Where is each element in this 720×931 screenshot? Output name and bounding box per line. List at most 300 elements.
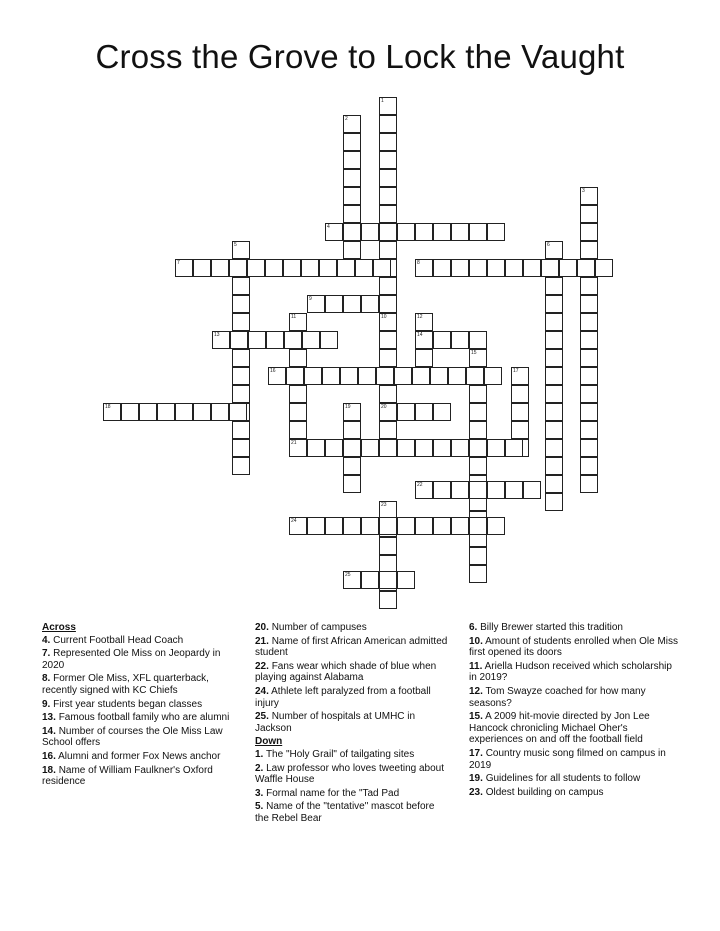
grid-cell[interactable]	[469, 331, 487, 349]
clue-text: Famous football family who are alumni	[58, 712, 230, 724]
grid-cell[interactable]	[103, 403, 121, 421]
grid-cell[interactable]	[580, 403, 598, 421]
grid-cell[interactable]	[580, 331, 598, 349]
grid-cell[interactable]	[325, 295, 343, 313]
grid-clue-number: 22	[417, 482, 423, 488]
clue-item	[42, 765, 242, 788]
grid-cell[interactable]	[175, 259, 193, 277]
grid-cell[interactable]	[343, 223, 361, 241]
clue-number: 4.	[42, 634, 51, 646]
grid-cell[interactable]	[325, 223, 343, 241]
clue-item	[469, 748, 679, 771]
grid-cell[interactable]	[232, 277, 250, 295]
grid-cell[interactable]	[343, 151, 361, 169]
grid-cell[interactable]	[247, 259, 265, 277]
grid-cell[interactable]	[361, 439, 379, 457]
grid-cell[interactable]	[511, 385, 529, 403]
grid-clue-number: 11	[291, 314, 297, 320]
grid-clue-number: 4	[327, 224, 330, 230]
clue-number: 16.	[42, 750, 56, 762]
grid-cell[interactable]	[361, 517, 379, 535]
clue-item	[255, 749, 450, 761]
grid-cell[interactable]	[212, 331, 230, 349]
grid-cell[interactable]	[379, 97, 397, 115]
grid-cell[interactable]	[307, 517, 325, 535]
grid-cell[interactable]	[232, 439, 250, 457]
grid-cell[interactable]	[358, 367, 376, 385]
grid-clue-number: 24	[291, 518, 297, 524]
grid-cell[interactable]	[415, 481, 433, 499]
grid-cell[interactable]	[415, 259, 433, 277]
grid-cell[interactable]	[157, 403, 175, 421]
grid-cell[interactable]	[379, 403, 397, 421]
clue-text: Tom Swayze coached for how many seasons?	[469, 685, 646, 709]
grid-cell[interactable]	[325, 517, 343, 535]
grid-cell[interactable]	[415, 331, 433, 349]
across-heading: Across	[42, 622, 76, 633]
grid-cell[interactable]	[373, 259, 391, 277]
grid-cell[interactable]	[232, 367, 250, 385]
clue-item	[42, 635, 242, 647]
clue-text: A 2009 hit-movie directed by Jon Lee Hancock chronicling Michael Oher's experiences on and off the football field	[469, 711, 650, 746]
clue-item	[469, 636, 679, 659]
grid-clue-number: 20	[381, 404, 387, 410]
grid-cell[interactable]	[448, 367, 466, 385]
grid-cell[interactable]	[229, 403, 247, 421]
grid-cell[interactable]	[580, 205, 598, 223]
clues-column-2	[255, 622, 450, 827]
grid-cell[interactable]	[577, 259, 595, 277]
grid-cell[interactable]	[469, 403, 487, 421]
grid-cell[interactable]	[379, 349, 397, 367]
grid-cell[interactable]	[361, 571, 379, 589]
clue-item	[42, 726, 242, 749]
grid-clue-number: 5	[234, 242, 237, 248]
grid-cell[interactable]	[289, 385, 307, 403]
clue-number: 19.	[469, 773, 483, 785]
grid-cell[interactable]	[307, 439, 325, 457]
grid-cell[interactable]	[343, 133, 361, 151]
grid-cell[interactable]	[379, 537, 397, 555]
grid-cell[interactable]	[469, 385, 487, 403]
grid-cell[interactable]	[379, 385, 397, 403]
grid-cell[interactable]	[523, 259, 541, 277]
grid-cell[interactable]	[289, 517, 307, 535]
clue-text: Represented Ole Miss on Jeopardy in 2020	[42, 648, 221, 671]
clues-column-1	[42, 622, 242, 790]
grid-cell[interactable]	[193, 403, 211, 421]
clue-number: 10.	[469, 635, 483, 647]
clue-item	[255, 661, 450, 684]
clue-item	[469, 787, 679, 799]
grid-cell[interactable]	[415, 439, 433, 457]
clue-text: Country music song filmed on campus in 2019	[469, 747, 666, 771]
grid-cell[interactable]	[343, 205, 361, 223]
clue-text: Law professor who loves tweeting about Waffle House	[255, 762, 445, 786]
grid-cell[interactable]	[451, 223, 469, 241]
grid-cell[interactable]	[541, 259, 559, 277]
grid-cell[interactable]	[343, 571, 361, 589]
grid-clue-number: 18	[105, 404, 111, 410]
grid-cell[interactable]	[545, 475, 563, 493]
clue-number: 20.	[255, 622, 269, 633]
grid-cell[interactable]	[379, 241, 397, 259]
grid-cell[interactable]	[415, 313, 433, 331]
grid-clue-number: 17	[513, 368, 519, 374]
clue-item	[42, 712, 242, 724]
grid-cell[interactable]	[232, 295, 250, 313]
grid-cell[interactable]	[121, 403, 139, 421]
clue-number: 22.	[255, 660, 269, 672]
grid-cell[interactable]	[289, 313, 307, 331]
grid-cell[interactable]	[580, 367, 598, 385]
grid-cell[interactable]	[545, 493, 563, 511]
grid-cell[interactable]	[545, 457, 563, 475]
clue-text: Former Ole Miss, XFL quarterback, recently signed with KC Chiefs	[42, 673, 209, 696]
clue-text: Name of the "tentative" mascot before the Rebel Bear	[255, 801, 435, 824]
grid-clue-number: 25	[345, 572, 351, 578]
grid-cell[interactable]	[307, 295, 325, 313]
grid-cell[interactable]	[451, 259, 469, 277]
grid-cell[interactable]	[469, 481, 487, 499]
clue-item	[42, 699, 242, 711]
grid-cell[interactable]	[343, 421, 361, 439]
clue-number: 5.	[255, 801, 264, 813]
grid-cell[interactable]	[505, 439, 523, 457]
clue-number: 7.	[42, 648, 51, 660]
grid-cell[interactable]	[193, 259, 211, 277]
clue-item	[469, 686, 679, 709]
grid-cell[interactable]	[343, 169, 361, 187]
grid-cell[interactable]	[466, 367, 484, 385]
clue-number: 23.	[469, 786, 483, 798]
grid-cell[interactable]	[469, 259, 487, 277]
grid-cell[interactable]	[397, 439, 415, 457]
grid-cell[interactable]	[379, 439, 397, 457]
clue-item	[469, 622, 679, 634]
clues-column-3	[469, 622, 679, 800]
grid-cell[interactable]	[433, 439, 451, 457]
clue-text: Current Football Head Coach	[53, 634, 184, 646]
grid-cell[interactable]	[379, 517, 397, 535]
grid-cell[interactable]	[580, 349, 598, 367]
grid-cell[interactable]	[230, 331, 248, 349]
grid-cell[interactable]	[379, 169, 397, 187]
grid-cell[interactable]	[211, 259, 229, 277]
grid-cell[interactable]	[545, 403, 563, 421]
grid-cell[interactable]	[343, 475, 361, 493]
clue-text: The "Holy Grail" of tailgating sites	[265, 748, 415, 760]
grid-cell[interactable]	[487, 517, 505, 535]
grid-cell[interactable]	[545, 295, 563, 313]
grid-cell[interactable]	[379, 295, 397, 313]
grid-cell[interactable]	[487, 439, 505, 457]
grid-cell[interactable]	[580, 187, 598, 205]
clue-text: Fans wear which shade of blue when playing against Alabama	[255, 660, 437, 684]
clue-text: Athlete left paralyzed from a football injury	[255, 685, 431, 709]
clue-number: 21.	[255, 635, 269, 647]
clue-item	[255, 788, 450, 800]
grid-cell[interactable]	[580, 241, 598, 259]
grid-clue-number: 12	[417, 314, 423, 320]
grid-cell[interactable]	[469, 223, 487, 241]
grid-cell[interactable]	[545, 349, 563, 367]
grid-cell[interactable]	[302, 331, 320, 349]
grid-clue-number: 19	[345, 404, 351, 410]
grid-cell[interactable]	[283, 259, 301, 277]
grid-cell[interactable]	[248, 331, 266, 349]
grid-cell[interactable]	[320, 331, 338, 349]
grid-cell[interactable]	[322, 367, 340, 385]
grid-cell[interactable]	[343, 457, 361, 475]
grid-cell[interactable]	[545, 385, 563, 403]
grid-cell[interactable]	[412, 367, 430, 385]
grid-cell[interactable]	[545, 367, 563, 385]
grid-cell[interactable]	[469, 439, 487, 457]
grid-cell[interactable]	[580, 277, 598, 295]
grid-cell[interactable]	[343, 439, 361, 457]
clue-number: 17.	[469, 747, 483, 759]
grid-cell[interactable]	[232, 349, 250, 367]
grid-cell[interactable]	[232, 313, 250, 331]
grid-cell[interactable]	[415, 403, 433, 421]
grid-cell[interactable]	[340, 367, 358, 385]
grid-cell[interactable]	[343, 403, 361, 421]
grid-cell[interactable]	[487, 223, 505, 241]
grid-cell[interactable]	[175, 403, 193, 421]
grid-cell[interactable]	[211, 403, 229, 421]
clue-number: 2.	[255, 762, 264, 774]
grid-cell[interactable]	[595, 259, 613, 277]
grid-cell[interactable]	[433, 481, 451, 499]
grid-cell[interactable]	[289, 439, 307, 457]
grid-cell[interactable]	[343, 295, 361, 313]
grid-cell[interactable]	[433, 331, 451, 349]
grid-cell[interactable]	[469, 457, 487, 475]
grid-cell[interactable]	[379, 571, 397, 589]
grid-clue-number: 16	[270, 368, 276, 374]
grid-clue-number: 15	[471, 350, 477, 356]
grid-cell[interactable]	[469, 547, 487, 565]
grid-clue-number: 23	[381, 502, 387, 508]
grid-cell[interactable]	[343, 187, 361, 205]
grid-cell[interactable]	[379, 223, 397, 241]
grid-cell[interactable]	[361, 295, 379, 313]
grid-cell[interactable]	[379, 331, 397, 349]
grid-cell[interactable]	[430, 367, 448, 385]
grid-cell[interactable]	[580, 439, 598, 457]
clue-number: 1.	[255, 748, 264, 760]
clue-text: Billy Brewer started this tradition	[480, 622, 623, 633]
grid-cell[interactable]	[232, 385, 250, 403]
clue-number: 25.	[255, 711, 269, 723]
grid-clue-number: 21	[291, 440, 297, 446]
grid-cell[interactable]	[487, 259, 505, 277]
clue-item	[469, 661, 679, 684]
clue-number: 12.	[469, 685, 483, 697]
grid-cell[interactable]	[545, 331, 563, 349]
clue-text: Number of courses the Ole Miss Law School offers	[42, 725, 223, 749]
grid-cell[interactable]	[229, 259, 247, 277]
clue-number: 24.	[255, 685, 269, 697]
grid-cell[interactable]	[379, 205, 397, 223]
clue-number: 8.	[42, 673, 51, 685]
grid-cell[interactable]	[284, 331, 302, 349]
grid-cell[interactable]	[379, 277, 397, 295]
grid-cell[interactable]	[301, 259, 319, 277]
clue-number: 18.	[42, 764, 56, 776]
grid-cell[interactable]	[415, 517, 433, 535]
grid-cell[interactable]	[433, 223, 451, 241]
grid-cell[interactable]	[415, 349, 433, 367]
grid-cell[interactable]	[545, 439, 563, 457]
clue-item	[469, 711, 679, 746]
grid-cell[interactable]	[580, 313, 598, 331]
grid-cell[interactable]	[451, 481, 469, 499]
clue-item	[255, 686, 450, 709]
clue-text: Oldest building on campus	[485, 786, 604, 798]
clue-text: Name of William Faulkner's Oxford residence	[42, 764, 213, 788]
grid-cell[interactable]	[289, 421, 307, 439]
clue-number: 6.	[469, 622, 478, 633]
grid-cell[interactable]	[451, 517, 469, 535]
grid-cell[interactable]	[415, 223, 433, 241]
grid-cell[interactable]	[580, 385, 598, 403]
grid-cell[interactable]	[580, 475, 598, 493]
grid-cell[interactable]	[379, 591, 397, 609]
grid-cell[interactable]	[451, 439, 469, 457]
grid-cell[interactable]	[139, 403, 157, 421]
clue-item	[255, 763, 450, 786]
clue-item	[42, 751, 242, 763]
clue-item	[255, 636, 450, 659]
grid-cell[interactable]	[511, 421, 529, 439]
grid-cell[interactable]	[286, 367, 304, 385]
grid-clue-number: 14	[417, 332, 423, 338]
grid-cell[interactable]	[433, 517, 451, 535]
grid-cell[interactable]	[304, 367, 322, 385]
page-title: Cross the Grove to Lock the Vaught	[95, 38, 625, 75]
grid-cell[interactable]	[545, 277, 563, 295]
grid-cell[interactable]	[343, 115, 361, 133]
grid-cell[interactable]	[469, 565, 487, 583]
grid-cell[interactable]	[343, 517, 361, 535]
clue-text: Number of campuses	[271, 622, 367, 633]
grid-cell[interactable]	[433, 403, 451, 421]
grid-clue-number: 7	[177, 260, 180, 266]
grid-cell[interactable]	[379, 313, 397, 331]
clue-number: 13.	[42, 712, 56, 724]
clue-text: First year students began classes	[53, 698, 203, 710]
grid-cell[interactable]	[325, 439, 343, 457]
grid-cell[interactable]	[232, 421, 250, 439]
clue-number: 14.	[42, 725, 56, 737]
grid-clue-number: 2	[345, 116, 348, 122]
clue-text: Name of first African American admitted student	[255, 635, 448, 659]
clue-number: 15.	[469, 711, 483, 723]
grid-cell[interactable]	[376, 367, 394, 385]
grid-cell[interactable]	[545, 313, 563, 331]
grid-cell[interactable]	[487, 481, 505, 499]
clue-text: Alumni and former Fox News anchor	[58, 750, 221, 762]
grid-cell[interactable]	[355, 259, 373, 277]
clue-item	[255, 711, 450, 734]
grid-cell[interactable]	[545, 241, 563, 259]
grid-cell[interactable]	[580, 421, 598, 439]
grid-cell[interactable]	[379, 187, 397, 205]
clue-text: Guidelines for all students to follow	[485, 773, 641, 785]
grid-cell[interactable]	[379, 133, 397, 151]
clue-number: 11.	[469, 660, 483, 672]
grid-cell[interactable]	[379, 151, 397, 169]
clue-item	[255, 622, 450, 634]
grid-clue-number: 1	[381, 98, 384, 104]
grid-cell[interactable]	[289, 403, 307, 421]
grid-cell[interactable]	[397, 403, 415, 421]
grid-cell[interactable]	[580, 457, 598, 475]
grid-cell[interactable]	[505, 259, 523, 277]
grid-cell[interactable]	[505, 481, 523, 499]
grid-cell[interactable]	[469, 517, 487, 535]
grid-cell[interactable]	[523, 481, 541, 499]
grid-clue-number: 3	[582, 188, 585, 194]
grid-clue-number: 6	[547, 242, 550, 248]
grid-cell[interactable]	[511, 403, 529, 421]
grid-cell[interactable]	[433, 259, 451, 277]
grid-cell[interactable]	[469, 349, 487, 367]
grid-cell[interactable]	[451, 331, 469, 349]
grid-cell[interactable]	[379, 115, 397, 133]
grid-cell[interactable]	[469, 421, 487, 439]
grid-clue-number: 8	[417, 260, 420, 266]
clue-item	[255, 801, 450, 824]
grid-cell[interactable]	[343, 241, 361, 259]
clue-number: 3.	[255, 787, 264, 799]
grid-cell[interactable]	[379, 421, 397, 439]
clue-text: Amount of students enrolled when Ole Miss first opened its doors	[469, 635, 679, 659]
grid-cell[interactable]	[397, 223, 415, 241]
grid-cell[interactable]	[266, 331, 284, 349]
grid-cell[interactable]	[511, 367, 529, 385]
grid-cell[interactable]	[580, 223, 598, 241]
clue-number: 9.	[42, 698, 51, 710]
grid-cell[interactable]	[361, 223, 379, 241]
clue-item	[42, 673, 242, 696]
grid-clue-number: 9	[309, 296, 312, 302]
clue-text: Ariella Hudson received which scholarship in 2019?	[469, 660, 672, 684]
grid-cell[interactable]	[289, 349, 307, 367]
grid-cell[interactable]	[484, 367, 502, 385]
grid-cell[interactable]	[580, 295, 598, 313]
clue-item	[469, 773, 679, 785]
grid-cell[interactable]	[232, 457, 250, 475]
grid-cell[interactable]	[559, 259, 577, 277]
clue-text: Formal name for the "Tad Pad	[266, 787, 400, 799]
grid-cell[interactable]	[397, 571, 415, 589]
grid-cell[interactable]	[337, 259, 355, 277]
grid-clue-number: 13	[214, 332, 220, 338]
grid-cell[interactable]	[545, 421, 563, 439]
grid-cell[interactable]	[397, 517, 415, 535]
grid-cell[interactable]	[319, 259, 337, 277]
grid-cell[interactable]	[232, 241, 250, 259]
grid-cell[interactable]	[268, 367, 286, 385]
down-heading: Down	[255, 736, 283, 748]
clue-item	[42, 648, 242, 671]
grid-cell[interactable]	[265, 259, 283, 277]
grid-cell[interactable]	[394, 367, 412, 385]
grid-clue-number: 10	[381, 314, 387, 320]
